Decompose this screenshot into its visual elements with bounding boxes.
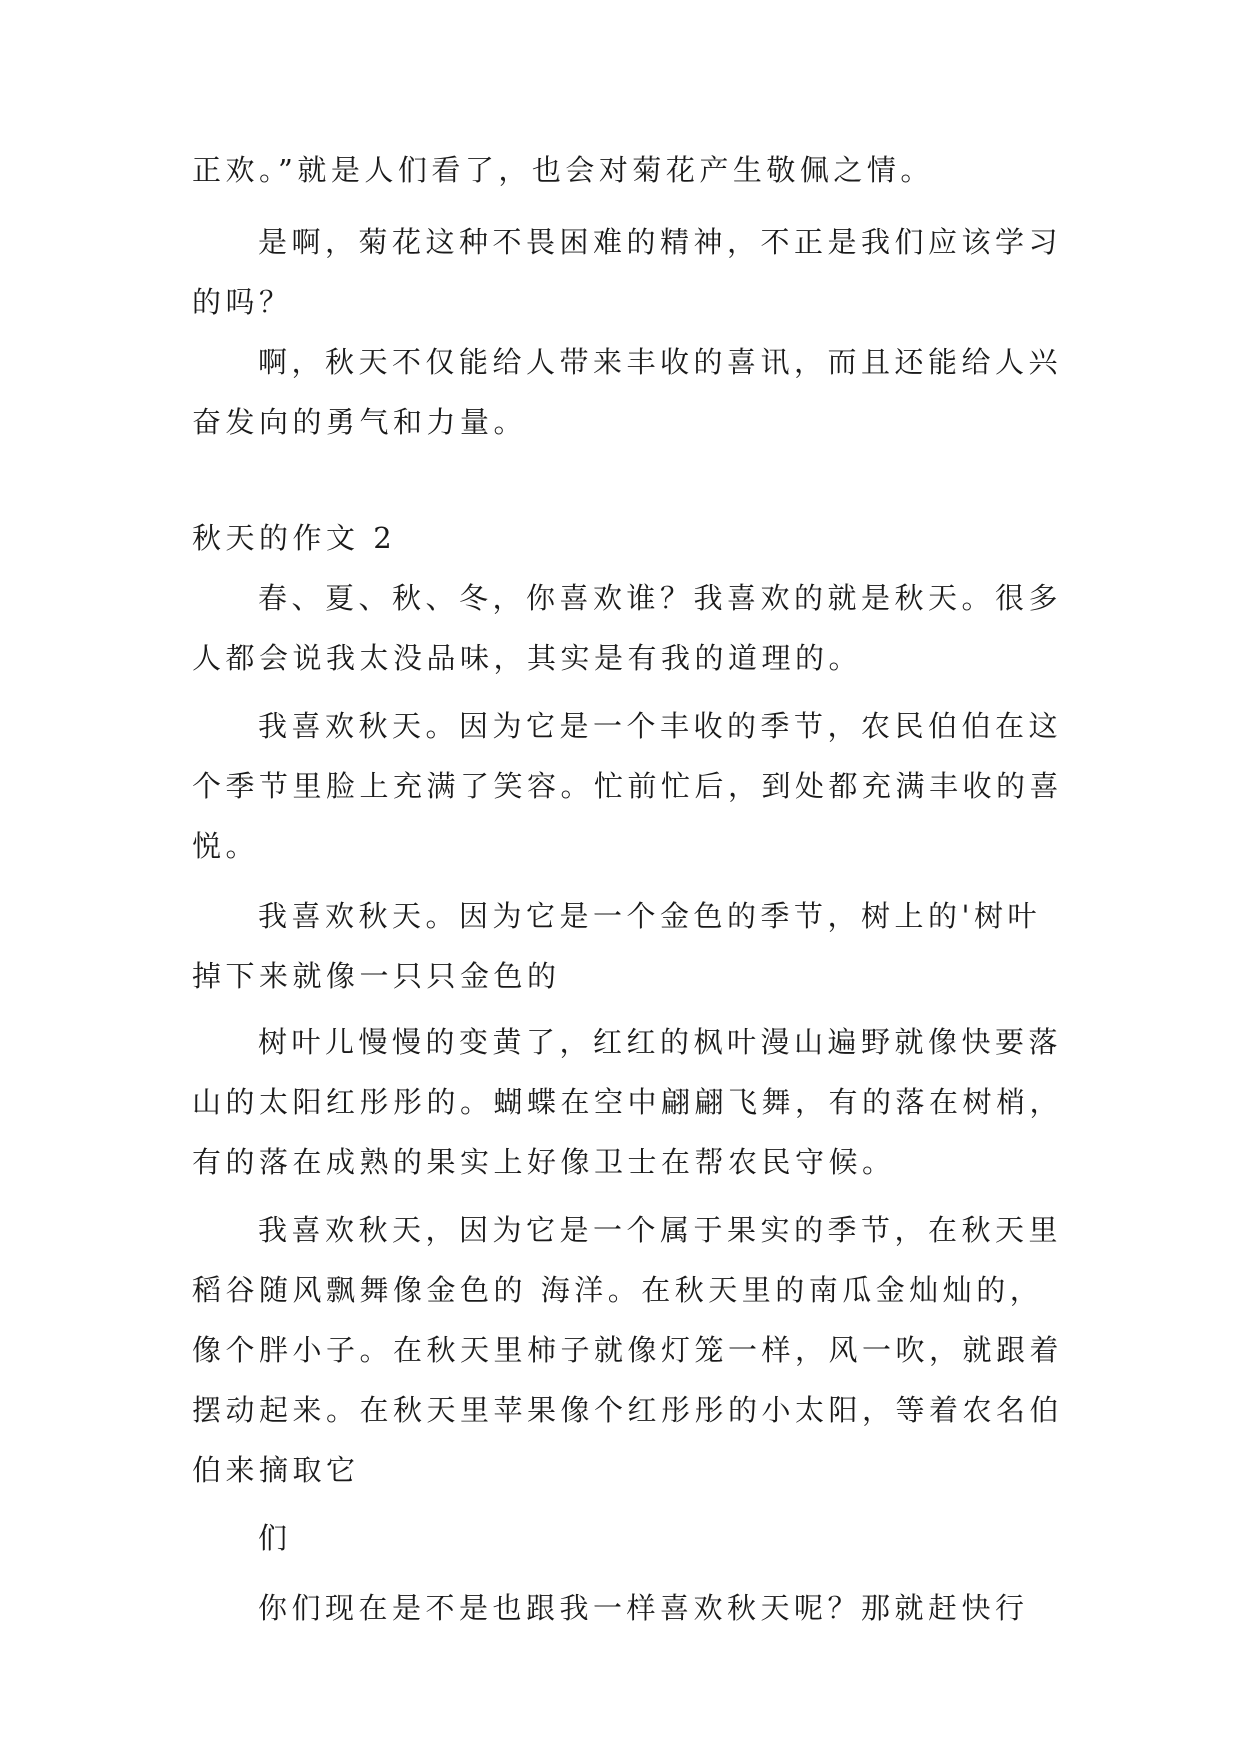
paragraph-line: 悦。 <box>192 829 260 863</box>
paragraph-line: 我喜欢秋天，因为它是一个属于果实的季节，在秋天里 <box>258 1213 1063 1247</box>
paragraph-line: 伯来摘取它 <box>192 1453 360 1487</box>
paragraph-line: 啊，秋天不仅能给人带来丰收的喜讯，而且还能给人兴 <box>258 345 1063 379</box>
paragraph-line: 稻谷随风飘舞像金色的 海洋。在秋天里的南瓜金灿灿的， <box>192 1273 1044 1307</box>
paragraph-line: 我喜欢秋天。因为它是一个金色的季节，树上的'树叶 <box>258 899 1041 933</box>
section-heading: 秋天的作文 2 <box>192 521 397 555</box>
paragraph-line: 正欢。”就是人们看了，也会对菊花产生敬佩之情。 <box>192 153 934 187</box>
paragraph-line: 奋发向的勇气和力量。 <box>192 405 528 439</box>
paragraph-line: 的吗？ <box>192 285 293 319</box>
paragraph-line: 是啊，菊花这种不畏困难的精神，不正是我们应该学习 <box>258 225 1063 259</box>
paragraph-line: 像个胖小子。在秋天里柿子就像灯笼一样，风一吹，就跟着 <box>192 1333 1064 1367</box>
paragraph-line: 树叶儿慢慢的变黄了，红红的枫叶漫山遍野就像快要落 <box>258 1025 1063 1059</box>
paragraph-line: 山的太阳红彤彤的。蝴蝶在空中翩翩飞舞，有的落在树梢， <box>192 1085 1064 1119</box>
paragraph-line: 我喜欢秋天。因为它是一个丰收的季节，农民伯伯在这 <box>258 709 1063 743</box>
paragraph-line: 你们现在是不是也跟我一样喜欢秋天呢？那就赶快行 <box>258 1591 1029 1625</box>
paragraph-line: 们 <box>258 1521 292 1555</box>
paragraph-line: 人都会说我太没品味，其实是有我的道理的。 <box>192 641 863 675</box>
paragraph-line: 有的落在成熟的果实上好像卫士在帮农民守候。 <box>192 1145 896 1179</box>
paragraph-line: 个季节里脸上充满了笑容。忙前忙后，到处都充满丰收的喜 <box>192 769 1064 803</box>
paragraph-line: 掉下来就像一只只金色的 <box>192 959 561 993</box>
paragraph-line: 摆动起来。在秋天里苹果像个红彤彤的小太阳，等着农名伯 <box>192 1393 1064 1427</box>
paragraph-line: 春、夏、秋、冬，你喜欢谁？我喜欢的就是秋天。很多 <box>258 581 1063 615</box>
